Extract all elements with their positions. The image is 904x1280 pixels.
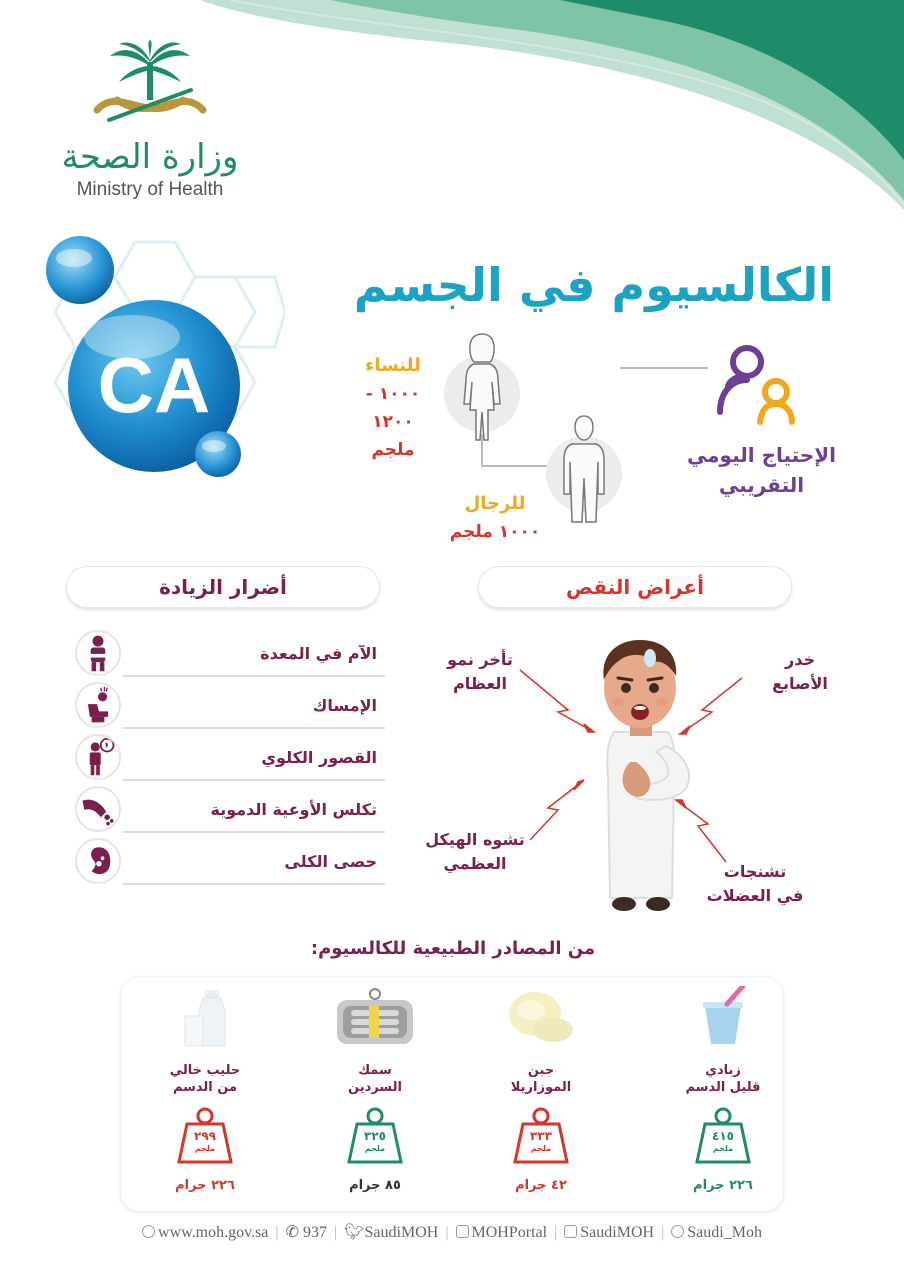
people-icon (720, 348, 792, 422)
source-serving: ٢٢٦ جرام (175, 1178, 235, 1193)
source-name-line: زبادي (705, 1063, 741, 1078)
footer-snapchat[interactable]: Saudi_Moh (687, 1224, 762, 1241)
list-item (75, 836, 395, 888)
cheese-icon (501, 986, 581, 1048)
men-amount: ١٠٠٠ ملجم (449, 522, 541, 542)
source-name (466, 1062, 616, 1096)
source-serving: ٨٥ جرام (349, 1178, 401, 1193)
youtube-icon (456, 1225, 469, 1238)
source-calcium-unit: ملجم (364, 1144, 386, 1153)
palm-swords-emblem-icon (75, 40, 225, 135)
source-calcium-value: ٣٢٥ (364, 1129, 386, 1143)
women-amount: ١٠٠٠ - ١٢٠٠ (365, 384, 421, 432)
harms-list (75, 628, 395, 888)
symptom-text: العظمي (443, 854, 507, 873)
symptom-text: تشوه الهيكل (425, 830, 525, 849)
stomach-pain-icon (75, 630, 121, 676)
source-calcium-value: ٤١٥ (712, 1129, 734, 1143)
sick-man-illustration (570, 636, 720, 916)
source-name-line: السردين (348, 1080, 402, 1095)
source-name (648, 1062, 798, 1096)
source-name-line: سمك (358, 1063, 392, 1078)
footer-facebook[interactable]: SaudiMOH (580, 1224, 655, 1241)
sardine-can-icon (335, 986, 415, 1048)
kidney-stone-icon (75, 838, 121, 884)
men-daily-need (440, 490, 550, 546)
footer-website[interactable]: www.moh.gov.sa (158, 1224, 269, 1241)
kidney-failure-icon (75, 734, 121, 780)
moh-logo (40, 40, 260, 220)
list-item (75, 732, 395, 784)
source-name (130, 1062, 280, 1096)
symptom-text: تأخر نمو (447, 650, 513, 669)
harm-label: تكلس الأوعية الدموية (210, 800, 377, 819)
woman-figure-icon (452, 330, 512, 444)
symptom-numbness (755, 648, 845, 696)
symptom-bone-growth (425, 648, 535, 696)
source-item-cheese (466, 980, 616, 1210)
page-title: الكالسيوم في الجسم (353, 258, 834, 312)
daily-need-label (687, 440, 836, 500)
source-name-line: من الدسم (172, 1080, 238, 1095)
symptom-text: في العضلات (706, 886, 804, 905)
calcium-ca-molecule-icon (42, 232, 292, 482)
women-label: للنساء (365, 355, 421, 376)
symptom-deformity (410, 828, 540, 876)
source-item-yogurt (648, 980, 798, 1210)
logo-arabic-name: وزارة الصحة (61, 137, 239, 177)
sources-title: من المصادر الطبيعية للكالسيوم: (310, 938, 596, 959)
list-item (75, 784, 395, 836)
list-item (75, 628, 395, 680)
toilet-icon (75, 682, 121, 728)
source-name-line: قليل الدسم (685, 1080, 761, 1095)
footer-contact-bar: www.moh.gov.sa | ✆ 937 | 🐦︎SaudiMOH | MOHPortal | SaudiMOH | Saudi_Moh (120, 1222, 784, 1242)
source-calcium-value: ٣٣٣ (530, 1129, 552, 1143)
source-name (300, 1062, 450, 1096)
source-name-line: جبن (527, 1063, 555, 1078)
source-calcium-unit: ملجم (712, 1144, 734, 1153)
twitter-icon: 🐦︎ (344, 1224, 365, 1241)
symptom-text: تشنجات (723, 862, 787, 881)
harm-label: الإمساك (312, 696, 377, 715)
harm-label: حصى الكلى (284, 852, 377, 871)
footer-youtube[interactable]: MOHPortal (471, 1224, 548, 1241)
source-calcium-unit: ملجم (194, 1144, 216, 1153)
source-name-line: حليب خالي (169, 1063, 241, 1078)
harm-label: القصور الكلوي (261, 748, 377, 767)
logo-english-name: Ministry of Health (76, 179, 224, 200)
symptom-text: الأصابع (772, 674, 828, 693)
man-figure-icon (556, 412, 612, 526)
ca-symbol-text: CA (97, 341, 211, 429)
daily-need-line2: التقريبي (718, 473, 805, 497)
symptom-cramps (700, 860, 810, 908)
symptom-text: خدر (785, 650, 815, 669)
globe-icon (142, 1225, 155, 1238)
milk-icon (165, 986, 245, 1048)
facebook-icon (564, 1225, 577, 1238)
source-calcium-unit: ملجم (530, 1144, 552, 1153)
daily-need-line1: الإحتياج اليومي (686, 443, 836, 467)
source-calcium-value: ٢٩٩ (194, 1129, 216, 1143)
footer-twitter[interactable]: SaudiMOH (364, 1224, 439, 1241)
yogurt-icon (683, 986, 763, 1048)
source-serving: ٤٢ جرام (515, 1178, 567, 1193)
list-item (75, 680, 395, 732)
source-serving: ٢٢٦ جرام (693, 1178, 753, 1193)
symptom-text: العظام (453, 674, 507, 693)
harm-label: الآم في المعدة (260, 644, 377, 663)
men-label: للرجال (464, 493, 526, 514)
source-item-sardine (300, 980, 450, 1210)
phone-icon: ✆ (285, 1224, 300, 1241)
blood-vessel-icon (75, 786, 121, 832)
source-item-milk (130, 980, 280, 1210)
footer-phone[interactable]: 937 (303, 1224, 328, 1241)
snapchat-icon (671, 1225, 684, 1238)
harms-section-title: أضرار الزيادة (66, 566, 380, 608)
women-daily-need (352, 352, 434, 464)
source-name-line: الموزاريلا (510, 1080, 572, 1095)
women-unit: ملجم (371, 440, 415, 460)
deficiency-section-title: أعراض النقص (478, 566, 792, 608)
